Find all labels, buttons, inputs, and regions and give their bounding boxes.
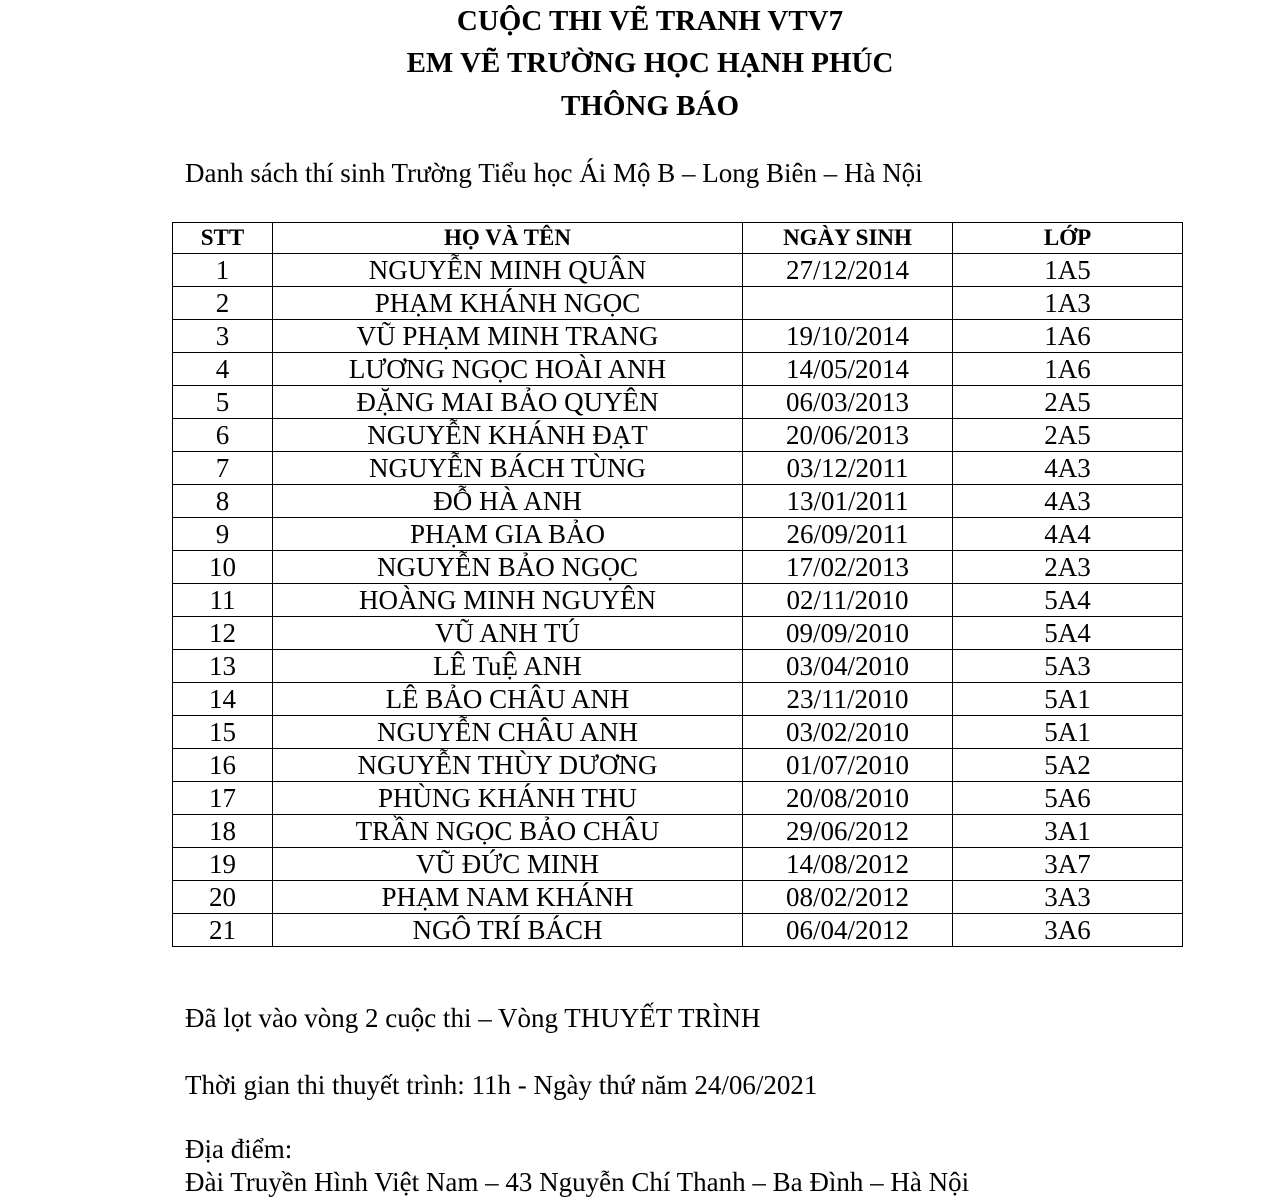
table-row	[173, 782, 1183, 815]
cell-dob: 20/06/2013	[743, 419, 953, 452]
cell-dob: 08/02/2012	[743, 881, 953, 914]
cell-class: 2A5	[953, 419, 1183, 452]
cell-name: VŨ PHẠM MINH TRANG	[273, 320, 743, 353]
table-row	[173, 452, 1183, 485]
cell-stt: 1	[173, 254, 273, 287]
cell-dob: 09/09/2010	[743, 617, 953, 650]
cell-dob: 26/09/2011	[743, 518, 953, 551]
cell-name: VŨ ĐỨC MINH	[273, 848, 743, 881]
cell-name: PHÙNG KHÁNH THU	[273, 782, 743, 815]
cell-class: 3A1	[953, 815, 1183, 848]
cell-stt: 7	[173, 452, 273, 485]
cell-class: 5A4	[953, 584, 1183, 617]
cell-name: HOÀNG MINH NGUYÊN	[273, 584, 743, 617]
cell-stt: 4	[173, 353, 273, 386]
cell-stt: 3	[173, 320, 273, 353]
cell-name: PHẠM KHÁNH NGỌC	[273, 287, 743, 320]
table-row	[173, 254, 1183, 287]
table-row	[173, 683, 1183, 716]
cell-dob: 23/11/2010	[743, 683, 953, 716]
table-row	[173, 914, 1183, 947]
location-label: Địa điểm:	[185, 1134, 293, 1164]
list-subtitle: Danh sách thí sinh Trường Tiểu học Ái Mộ B – Long Biên – Hà Nội	[185, 158, 923, 188]
cell-stt: 11	[173, 584, 273, 617]
cell-stt: 21	[173, 914, 273, 947]
cell-class: 3A3	[953, 881, 1183, 914]
table-row	[173, 716, 1183, 749]
cell-name: NGUYỄN BÁCH TÙNG	[273, 452, 743, 485]
cell-dob: 13/01/2011	[743, 485, 953, 518]
column-header-dob: NGÀY SINH	[743, 223, 953, 254]
presentation-time: Thời gian thi thuyết trình: 11h - Ngày thứ năm 24/06/2021	[185, 1070, 818, 1100]
column-header-name: HỌ VÀ TÊN	[273, 223, 743, 254]
cell-dob: 20/08/2010	[743, 782, 953, 815]
cell-name: ĐỖ HÀ ANH	[273, 485, 743, 518]
cell-class: 5A1	[953, 716, 1183, 749]
cell-dob: 01/07/2010	[743, 749, 953, 782]
cell-name: PHẠM NAM KHÁNH	[273, 881, 743, 914]
cell-name: LÊ BẢO CHÂU ANH	[273, 683, 743, 716]
cell-class: 5A4	[953, 617, 1183, 650]
table-row	[173, 815, 1183, 848]
table-row	[173, 485, 1183, 518]
column-header-class: LỚP	[953, 223, 1183, 254]
cell-dob: 03/04/2010	[743, 650, 953, 683]
cell-dob: 14/08/2012	[743, 848, 953, 881]
cell-name: NGUYỄN BẢO NGỌC	[273, 551, 743, 584]
cell-class: 1A6	[953, 320, 1183, 353]
table-row	[173, 419, 1183, 452]
contest-theme: EM VẼ TRƯỜNG HỌC HẠNH PHÚC	[406, 47, 894, 79]
cell-class: 1A6	[953, 353, 1183, 386]
cell-class: 4A3	[953, 452, 1183, 485]
cell-stt: 18	[173, 815, 273, 848]
cell-stt: 10	[173, 551, 273, 584]
table-row	[173, 551, 1183, 584]
table-row	[173, 881, 1183, 914]
cell-stt: 17	[173, 782, 273, 815]
cell-dob: 06/03/2013	[743, 386, 953, 419]
table-row	[173, 518, 1183, 551]
table-body	[173, 254, 1183, 947]
column-header-stt: STT	[173, 223, 273, 254]
table-row	[173, 848, 1183, 881]
cell-stt: 9	[173, 518, 273, 551]
table-row	[173, 749, 1183, 782]
table-header-row	[173, 223, 1183, 254]
table-row	[173, 386, 1183, 419]
table-row	[173, 617, 1183, 650]
cell-stt: 15	[173, 716, 273, 749]
cell-dob: 27/12/2014	[743, 254, 953, 287]
contestant-table	[172, 222, 1183, 947]
cell-stt: 16	[173, 749, 273, 782]
cell-dob: 14/05/2014	[743, 353, 953, 386]
cell-class: 1A5	[953, 254, 1183, 287]
cell-class: 5A6	[953, 782, 1183, 815]
cell-class: 3A7	[953, 848, 1183, 881]
cell-name: TRẦN NGỌC BẢO CHÂU	[273, 815, 743, 848]
cell-stt: 2	[173, 287, 273, 320]
cell-stt: 6	[173, 419, 273, 452]
cell-dob: 03/12/2011	[743, 452, 953, 485]
cell-class: 3A6	[953, 914, 1183, 947]
cell-name: NGUYỄN CHÂU ANH	[273, 716, 743, 749]
table-row	[173, 650, 1183, 683]
cell-name: LƯƠNG NGỌC HOÀI ANH	[273, 353, 743, 386]
cell-name: ĐẶNG MAI BẢO QUYÊN	[273, 386, 743, 419]
cell-dob: 17/02/2013	[743, 551, 953, 584]
cell-stt: 12	[173, 617, 273, 650]
cell-name: NGUYỄN THÙY DƯƠNG	[273, 749, 743, 782]
cell-name: PHẠM GIA BẢO	[273, 518, 743, 551]
table-row	[173, 353, 1183, 386]
cell-class: 1A3	[953, 287, 1183, 320]
cell-dob: 06/04/2012	[743, 914, 953, 947]
location-value: Đài Truyền Hình Việt Nam – 43 Nguyễn Chí Thanh – Ba Đình – Hà Nội	[185, 1167, 970, 1197]
cell-stt: 19	[173, 848, 273, 881]
announcement-heading: THÔNG BÁO	[560, 90, 740, 122]
cell-class: 5A2	[953, 749, 1183, 782]
result-text: Đã lọt vào vòng 2 cuộc thi – Vòng THUYẾT TRÌNH	[185, 1003, 761, 1033]
cell-stt: 20	[173, 881, 273, 914]
cell-class: 4A3	[953, 485, 1183, 518]
cell-name: NGUYỄN MINH QUÂN	[273, 254, 743, 287]
cell-class: 2A5	[953, 386, 1183, 419]
cell-dob: 03/02/2010	[743, 716, 953, 749]
cell-name: NGÔ TRÍ BÁCH	[273, 914, 743, 947]
cell-class: 5A3	[953, 650, 1183, 683]
cell-dob: 02/11/2010	[743, 584, 953, 617]
cell-name: LÊ TuỆ ANH	[273, 650, 743, 683]
cell-class: 2A3	[953, 551, 1183, 584]
cell-stt: 5	[173, 386, 273, 419]
cell-stt: 8	[173, 485, 273, 518]
cell-dob: 29/06/2012	[743, 815, 953, 848]
table-row	[173, 584, 1183, 617]
cell-class: 4A4	[953, 518, 1183, 551]
contest-title: CUỘC THI VẼ TRANH VTV7	[456, 5, 844, 37]
cell-name: NGUYỄN KHÁNH ĐẠT	[273, 419, 743, 452]
table-row	[173, 287, 1183, 320]
cell-class: 5A1	[953, 683, 1183, 716]
cell-dob: 19/10/2014	[743, 320, 953, 353]
cell-name: VŨ ANH TÚ	[273, 617, 743, 650]
cell-stt: 13	[173, 650, 273, 683]
cell-stt: 14	[173, 683, 273, 716]
table-row	[173, 320, 1183, 353]
cell-dob	[743, 287, 953, 320]
